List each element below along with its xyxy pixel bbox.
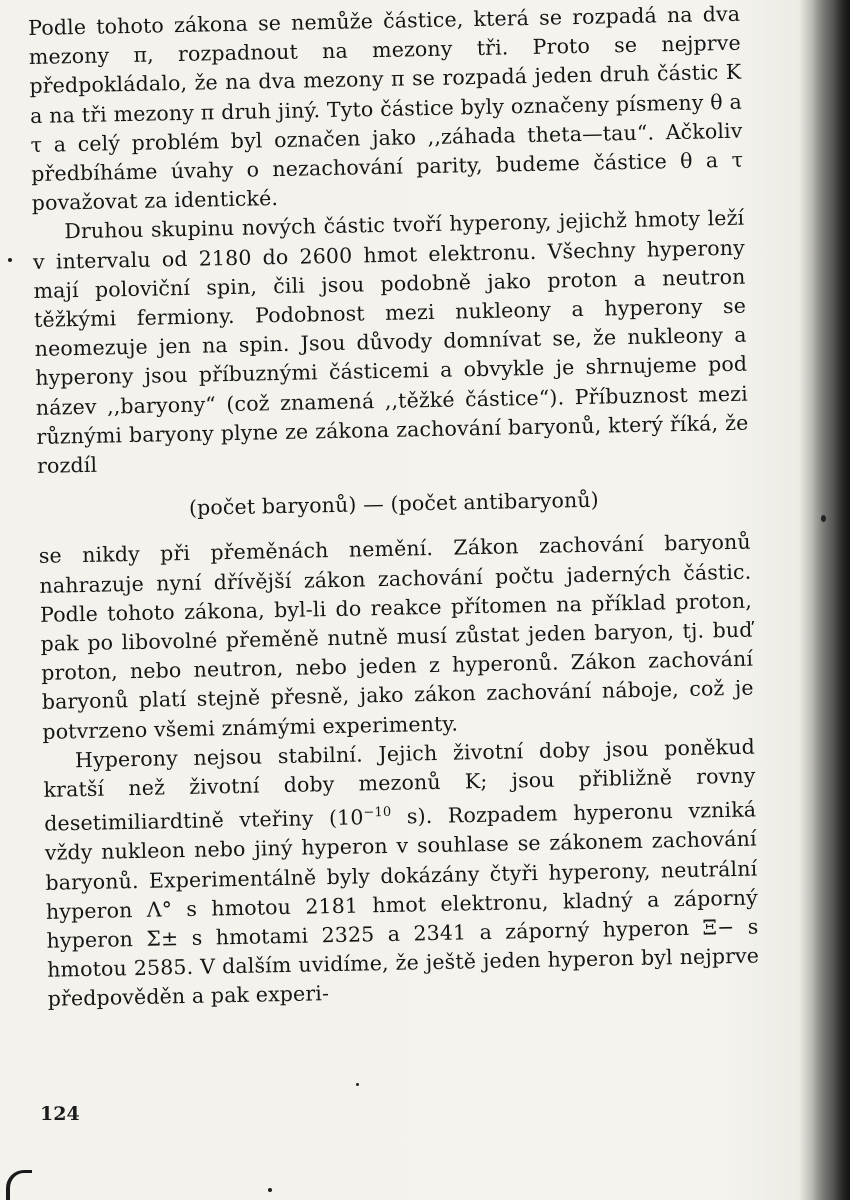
page-number: 124 [40, 1103, 80, 1125]
paragraph-theta-tau: Podle tohoto zákona se nemůže částice, která se rozpadá na dva mezony π, rozpadnout na mezony tři. Proto se nejprve předpokládalo, že na dva mezony π se rozpadá jeden druh částic K a na tři mezony π druh jiný. Tyto částice byly označeny písmeny θ a τ a celý problém byl označen jako ,,záhada theta—tau“. Ačkoliv předbíháme úvahy o nezachování parity, budeme částice θ a τ považovat za identické. [28, 1, 744, 216]
corner-ink-mark [6, 1170, 32, 1200]
ink-speck [356, 1083, 359, 1086]
paragraph-hyperon-stability [43, 732, 760, 1014]
exponent: −10 [363, 805, 392, 821]
ink-speck [8, 258, 12, 262]
baryon-number-formula: (počet baryonů) — (počet antibaryonů) [188, 487, 600, 521]
stability-text-end: s). Rozpadem hyperonu vzniká vždy nukleon nebo jiný hyperon v souhlase se zákonem zachování baryonů. Experimentálně byly dokázány čtyři hyperony, neutrální hyperon Λ° s hmotou 2181 hmot elektronu, kladný a záporný hyperon Σ± s hmotami 2325 a 2341 a záporný hyperon Ξ− s hmotou 2585. V dalším uvidíme, že ještě jeden hyperon byl nejprve předpověděn a pak experi- [44, 797, 760, 1012]
stability-text-start: Hyperony nejsou stabilní. Jejich životní doby jsou poněkud kratší než životní doby mezonů K; jsou přibližně rovny desetimiliardtině vteřiny (10 [43, 734, 756, 836]
paragraph-hyperons-intro: Druhou skupinu nových částic tvoří hyperony, jejichž hmoty leží v intervalu od 2180 do 2600 hmot elektronu. Všechny hyperony mají poloviční spin, čili jsou podobně jako proton a neutron těžkými fermiony. Podobnost mezi nukleony a hyperony se neomezuje jen na spin. Jsou důvody domnívat se, že nukleony a hyperony jsou příbuznými částicemi a obvykle je shrnujeme pod název ,,baryony“ (což znamená ,,těžké částice“). Příbuznost mezi různými baryony plyne ze zákona zachování baryonů, který říká, že rozdíl [32, 206, 749, 478]
ink-speck [268, 1188, 272, 1192]
paragraph-baryon-conservation: se nikdy při přeměnách nemění. Zákon zachování baryonů nahrazuje nyní dřívější zákon zachování počtu jaderných částic. Podle tohoto zákona, byl-li do reakce přítomen na příklad proton, pak po libovolné přeměně nutně musí zůstat jeden baryon, tj. buď proton, nebo neutron, nebo jeden z hyperonů. Zákon zachování baryonů platí stejně přesně, jako zákon zachování náboje, což je potvrzeno všemi známými experimenty. [38, 530, 754, 744]
ink-speck [821, 515, 826, 522]
body-text [28, 0, 760, 1014]
page-edge-shadow [812, 0, 850, 1200]
